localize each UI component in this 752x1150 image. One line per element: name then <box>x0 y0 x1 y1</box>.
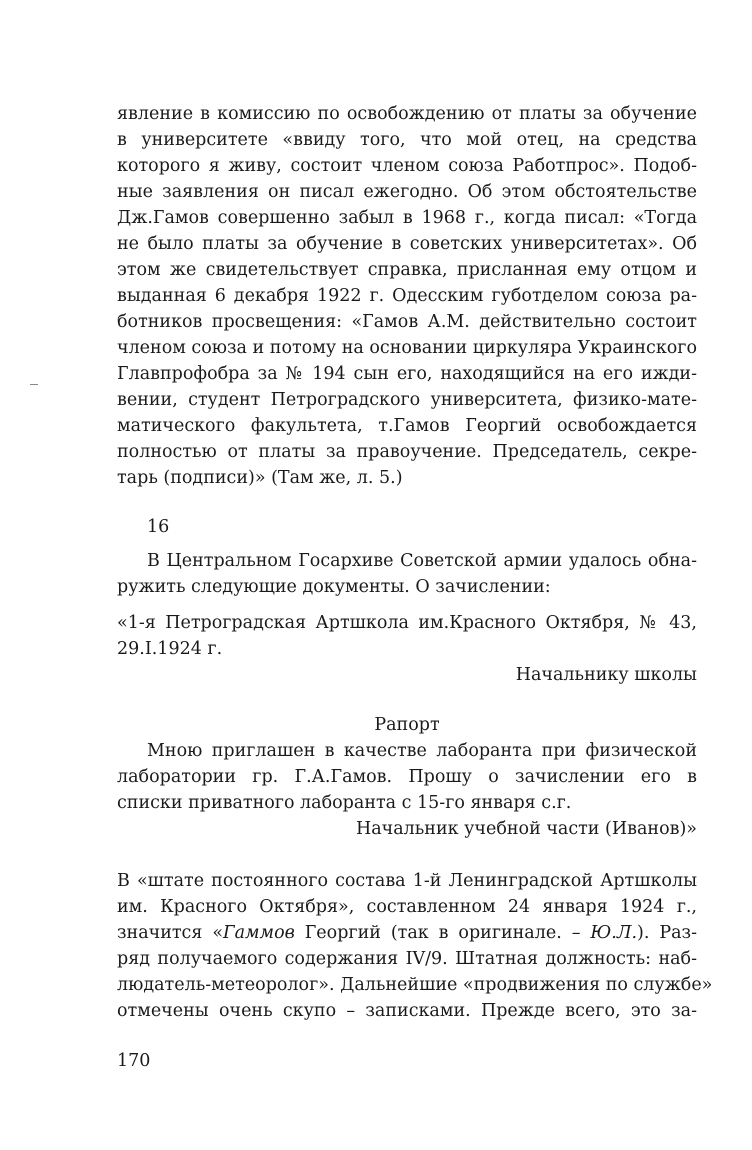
text-line: полностью от платы за правоучение. Председатель, секре- <box>117 442 697 462</box>
text-line: В Центральном Госархиве Советской армии удалось обна- <box>147 551 697 571</box>
text-line: ряд получаемого содержания IV/9. Штатная должность: наб- <box>117 949 697 969</box>
text-line: В «штате постоянного состава 1-й Ленинградской Артшколы <box>117 871 697 891</box>
text-line: «1-я Петроградская Артшкола им.Красного Октября, № 43, <box>117 613 697 633</box>
text-line: 29.I.1924 г. <box>117 639 223 659</box>
text-line: Главпрофобра за № 194 сын его, находящийся на его ижди- <box>117 364 697 384</box>
text-line: ружить следующие документы. О зачислении: <box>117 577 551 597</box>
text-line: ные заявления он писал ежегодно. Об этом обстоятельстве <box>117 182 697 202</box>
text-line: списки приватного лаборанта с 15-го января с.г. <box>117 793 572 813</box>
text-line: тарь (подписи)» (Там же, л. 5.) <box>117 468 403 488</box>
text-line: матического факультета, т.Гамов Георгий освобождается <box>117 416 697 436</box>
text-line: людатель-метеоролог». Дальнейшие «продвижения по службе» <box>117 975 713 995</box>
italic-run: Ю.Л. <box>590 923 638 943</box>
text-line: отмечены очень скупо – записками. Прежде всего, это за- <box>117 1001 697 1021</box>
text-line: ботников просвещения: «Гамов А.М. действительно состоит <box>117 312 697 332</box>
signature: Начальник учебной части (Иванов)» <box>355 819 697 839</box>
margin-mark <box>30 384 38 385</box>
text-line: лаборатории гр. Г.А.Гамов. Прошу о зачислении его в <box>117 767 697 787</box>
text-line: не было платы за обучение в советских университетах». Об <box>117 234 697 254</box>
text-line: этом же свидетельствует справка, присланная ему отцом и <box>117 260 697 280</box>
text-line: явление в комиссию по освобождению от платы за обучение <box>117 104 697 124</box>
text-line: Мною приглашен в качестве лаборанта при физической <box>147 741 697 761</box>
text-line: выданная 6 декабря 1922 г. Одесским губотделом союза ра- <box>117 286 697 306</box>
page-number: 170 <box>117 1051 151 1071</box>
text-line: им. Красного Октября», составленном 24 января 1924 г., <box>117 897 697 917</box>
report-title: Рапорт <box>374 715 440 735</box>
text-run: ). Раз- <box>637 923 697 943</box>
text-line: которого я живу, состоит членом союза Работпрос». Подоб- <box>117 156 697 176</box>
text-line: в университете «ввиду того, что мой отец, на средства <box>117 130 697 150</box>
addressee: Начальнику школы <box>515 665 697 685</box>
text-line-mixed <box>117 920 697 946</box>
section-number: 16 <box>147 517 170 537</box>
text-run: Георгий (так в оригинале. – <box>294 923 591 943</box>
text-line: Дж.Гамов совершенно забыл в 1968 г., когда писал: «Тогда <box>117 208 697 228</box>
text-line: членом союза и потому на основании циркуляра Украинского <box>117 338 697 358</box>
text-line: вении, студент Петроградского университета, физико-мате- <box>117 390 697 410</box>
italic-run: Гаммов <box>223 923 295 943</box>
text-run: значится « <box>117 923 224 943</box>
